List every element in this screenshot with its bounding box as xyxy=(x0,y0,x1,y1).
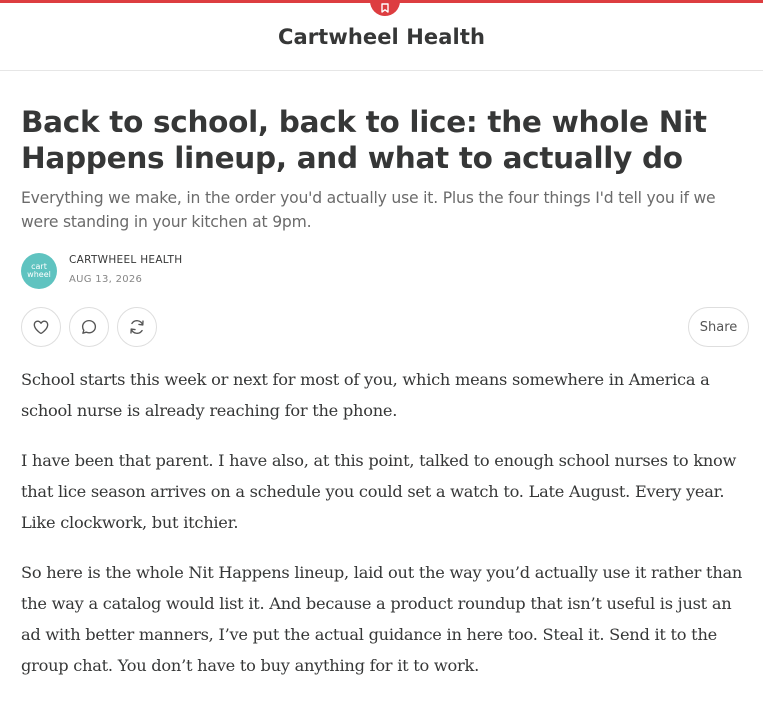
body-paragraph: I have been that parent. I have also, at this point, talked to enough school nurses to know that lice season arrives on a schedule you could set a watch to. Late August. Every year. Like clockwork, but itchier. xyxy=(21,451,737,532)
byline xyxy=(21,253,182,289)
comment-icon xyxy=(80,318,98,336)
publication-name[interactable]: Cartwheel Health xyxy=(277,24,486,49)
publication-header xyxy=(0,3,763,71)
post-actions xyxy=(21,307,749,347)
body-paragraph: School starts this week or next for most of you, which means somewhere in America a school nurse is already reaching for the phone. xyxy=(21,370,710,420)
post-title: Back to school, back to lice: the whole Nit Happens lineup, and what to actually do xyxy=(21,105,707,175)
heart-icon xyxy=(32,318,50,336)
author-name[interactable]: CARTWHEEL HEALTH xyxy=(69,253,183,266)
post-date: AUG 13, 2026 xyxy=(69,273,143,285)
like-button[interactable] xyxy=(21,307,61,347)
share-button[interactable]: Share xyxy=(688,307,749,347)
body-paragraph: So here is the whole Nit Happens lineup, laid out the way you’d actually use it rather than the way a catalog would list it. And because a product roundup that isn’t useful is just an ad with better manners, I’ve put the actual guidance in here too. Steal it. Send it to the group chat. You don’t have to buy anything for it to work. xyxy=(21,563,743,675)
post-subtitle: Everything we make, in the order you'd actually use it. Plus the four things I'd tell you if we were standing in your kitchen at 9pm. xyxy=(21,189,716,231)
byline-text xyxy=(69,253,182,286)
restack-icon xyxy=(128,318,146,336)
comment-button[interactable] xyxy=(69,307,109,347)
post-body xyxy=(21,364,749,700)
avatar[interactable] xyxy=(21,253,57,289)
restack-button[interactable] xyxy=(117,307,157,347)
article-header xyxy=(21,104,751,234)
avatar-text-line1: cart xyxy=(31,262,47,271)
avatar-text-line2: wheel xyxy=(27,270,51,279)
